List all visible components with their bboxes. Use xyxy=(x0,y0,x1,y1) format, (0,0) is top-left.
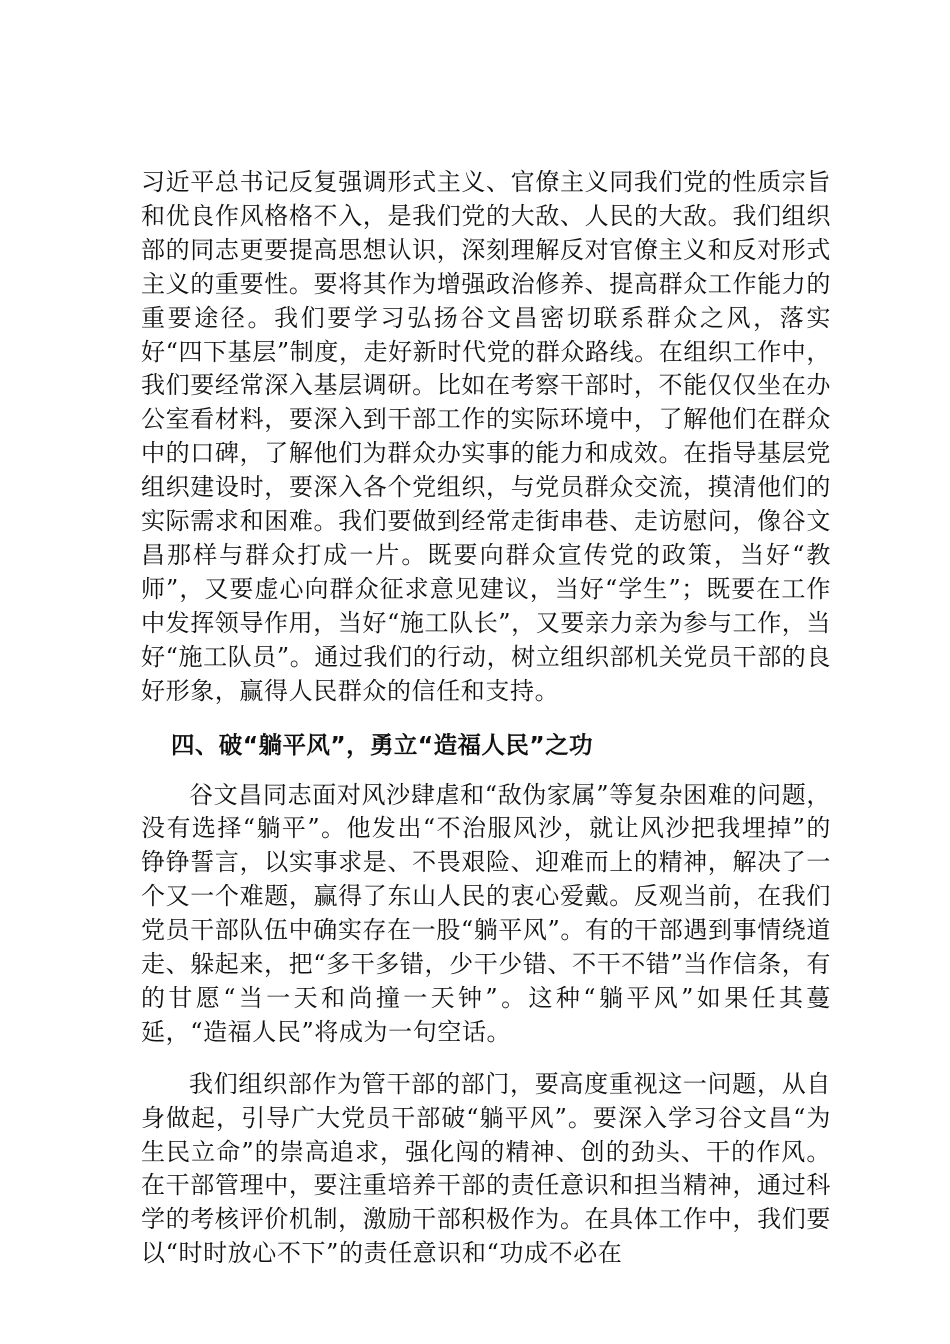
section-heading: 四、破“躺平风”，勇立“造福人民”之功 xyxy=(171,730,593,759)
paragraph-gap xyxy=(141,1050,831,1068)
body-paragraph: 习近平总书记反复强调形式主义、官僚主义同我们党的性质宗旨和优良作风格格不入，是我们党的大敌、人民的大敌。我们组织部的同志更要提高思想认识，深刻理解反对官僚主义和反对形式主义的重要性。要将其作为增强政治修养、提高群众工作能力的重要途径。我们要学习弘扬谷文昌密切联系群众之风，落实好“四下基层”制度，走好新时代党的群众路线。在组织工作中，我们要经常深入基层调研。比如在考察干部时，不能仅仅坐在办公室看材料，要深入到干部工作的实际环境中，了解他们在群众中的口碑，了解他们为群众办实事的能力和成效。在指导基层党组织建设时，要深入各个党组织，与党员群众交流，摸清他们的实际需求和困难。我们要做到经常走街串巷、走访慰问，像谷文昌那样与群众打成一片。既要向群众宣传党的政策，当好“教师”，又要虚心向群众征求意见建议，当好“学生”；既要在工作中发挥领导作用，当好“施工队长”，又要亲力亲为参与工作，当好“施工队员”。通过我们的行动，树立组织部机关党员干部的良好形象，赢得人民群众的信任和支持。 xyxy=(141,168,831,705)
document-body xyxy=(141,166,831,1271)
body-paragraph: 谷文昌同志面对风沙肆虐和“敌伪家属”等复杂困难的问题，没有选择“躺平”。他发出“不治服风沙，就让风沙把我埋掉”的铮铮誓言，以实事求是、不畏艰险、迎难而上的精神，解决了一个又一个难题，赢得了东山人民的衷心爱戴。反观当前，在我们党员干部队伍中确实存在一股“躺平风”。有的干部遇到事情绕道走、躲起来，把“多干多错，少干少错、不干不错”当作信条，有的甘愿“当一天和尚撞一天钟”。这种“躺平风”如果任其蔓延，“造福人民”将成为一句空话。 xyxy=(141,780,831,1046)
body-paragraph: 我们组织部作为管干部的部门，要高度重视这一问题，从自身做起，引导广大党员干部破“躺平风”。要深入学习谷文昌“为生民立命”的崇高追求，强化闯的精神、创的劲头、干的作风。在干部管理中，要注重培养干部的责任意识和担当精神，通过科学的考核评价机制，激励干部积极作为。在具体工作中，我们要以“时时放心不下”的责任意识和“功成不必在 xyxy=(141,1069,831,1268)
